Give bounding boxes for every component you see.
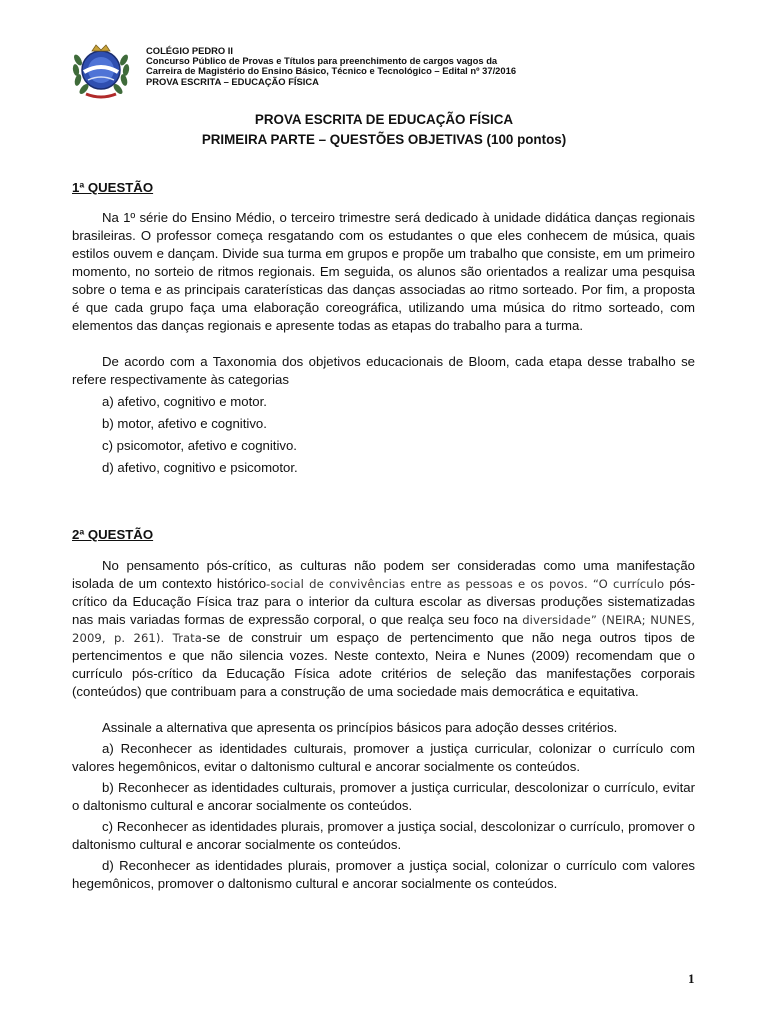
citation-text-a: -social de convivências entre as pessoas e os povos. “O currículo	[266, 577, 665, 591]
question-2-body	[72, 557, 695, 893]
question-2-statement	[72, 557, 695, 701]
question-1-option-c: c) psicomotor, afetivo e cognitivo.	[102, 438, 297, 453]
citation-text-b: diversidade” (NEIRA; NUNES, 2009, p. 261). Trata	[72, 613, 695, 645]
question-1-heading: 1ª QUESTÃO	[72, 180, 154, 195]
header-line-3: Carreira de Magistério do Ensino Básico, Técnico e Tecnológico – Edital nº 37/2016	[146, 65, 517, 77]
document-subtitle: PRIMEIRA PARTE – QUESTÕES OBJETIVAS (100 pontos)	[201, 132, 567, 147]
question-1-body	[72, 209, 695, 477]
statement-text-c: -se de construir um espaço de pertencimento que não nega outros tipos de pertencimentos e que não silencia vozes. Neste contexto, Neira e Nunes (2009) recomendam que o currículo pós-crítico da Educação Física adote critérios de seleção das manifestações corporais (conteúdos) que contribuam para a construção de uma sociedade mais democrática e equitativa.	[72, 630, 695, 699]
question-1-option-b: b) motor, afetivo e cognitivo.	[102, 416, 267, 431]
institution-seal-icon	[70, 42, 132, 102]
header-line-1: COLÉGIO PEDRO II	[146, 45, 233, 56]
question-2-heading: 2ª QUESTÃO	[72, 527, 154, 542]
document-title: PROVA ESCRITA DE EDUCAÇÃO FÍSICA	[254, 112, 514, 127]
question-1-statement: Na 1º série do Ensino Médio, o terceiro trimestre será dedicado à unidade didática danças regionais brasileiras. O professor começa resgatando com os estudantes o que eles conhecem de música, quais estilos ouvem e dançam. Divide sua turma em grupos e propõe um trabalho que consiste, em um primeiro momento, no sorteio de ritmos regionais. Em seguida, os alunos são orientados a realizar uma pesquisa sobre o tema e as principais caraterísticas das danças associadas ao ritmo sorteado. Por fim, a proposta é que cada grupo faça uma elaboração coreográfica, utilizando uma música do ritmo sorteado, com elementos das danças regionais e apresente todas as etapas do trabalho para a turma.	[72, 210, 695, 333]
header-text	[146, 46, 516, 87]
question-2-option-c: c) Reconhecer as identidades plurais, promover a justiça social, descolonizar o currículo, promover o daltonismo cultural e ancorar socialmente os conteúdos.	[72, 819, 695, 852]
question-1-option-d: d) afetivo, cognitivo e psicomotor.	[102, 460, 298, 475]
statement-text-b: pós-crítico da Educação Física traz para o interior da cultura escolar as diversas produções sistematizadas nas mais variadas formas de expressão corporal, o que realça seu foco na	[72, 576, 695, 627]
question-1-option-a: a) afetivo, cognitivo e motor.	[102, 394, 267, 409]
question-2-option-d: d) Reconhecer as identidades plurais, promover a justiça social, colonizar o currículo com valores hegemônicos, promover o daltonismo cultural e ancorar socialmente os conteúdos.	[72, 858, 695, 891]
question-1-prompt: De acordo com a Taxonomia dos objetivos educacionais de Bloom, cada etapa desse trabalho se refere respectivamente às categorias	[72, 354, 695, 387]
question-2-prompt: Assinale a alternativa que apresenta os princípios básicos para adoção desses critérios.	[102, 720, 618, 735]
page-header	[70, 42, 710, 102]
question-2-options	[72, 740, 695, 893]
question-1-options	[102, 393, 695, 477]
question-2-option-a: a) Reconhecer as identidades culturais, promover a justiça curricular, colonizar o currículo com valores hegemônicos, evitar o daltonismo cultural e ancorar socialmente os conteúdos.	[72, 741, 695, 774]
document-titles	[0, 110, 768, 150]
header-line-4: PROVA ESCRITA – EDUCAÇÃO FÍSICA	[146, 75, 319, 87]
page-number: 1	[688, 971, 695, 986]
header-line-2: Concurso Público de Provas e Títulos para preenchimento de cargos vagos da	[146, 55, 498, 67]
question-2-option-b: b) Reconhecer as identidades culturais, promover a justiça curricular, descolonizar o currículo, evitar o daltonismo cultural e ancorar socialmente os conteúdos.	[72, 780, 695, 813]
statement-text-a: No pensamento pós-crítico, as culturas não podem ser consideradas como uma manifestação isolada de um contexto histórico	[72, 558, 695, 591]
